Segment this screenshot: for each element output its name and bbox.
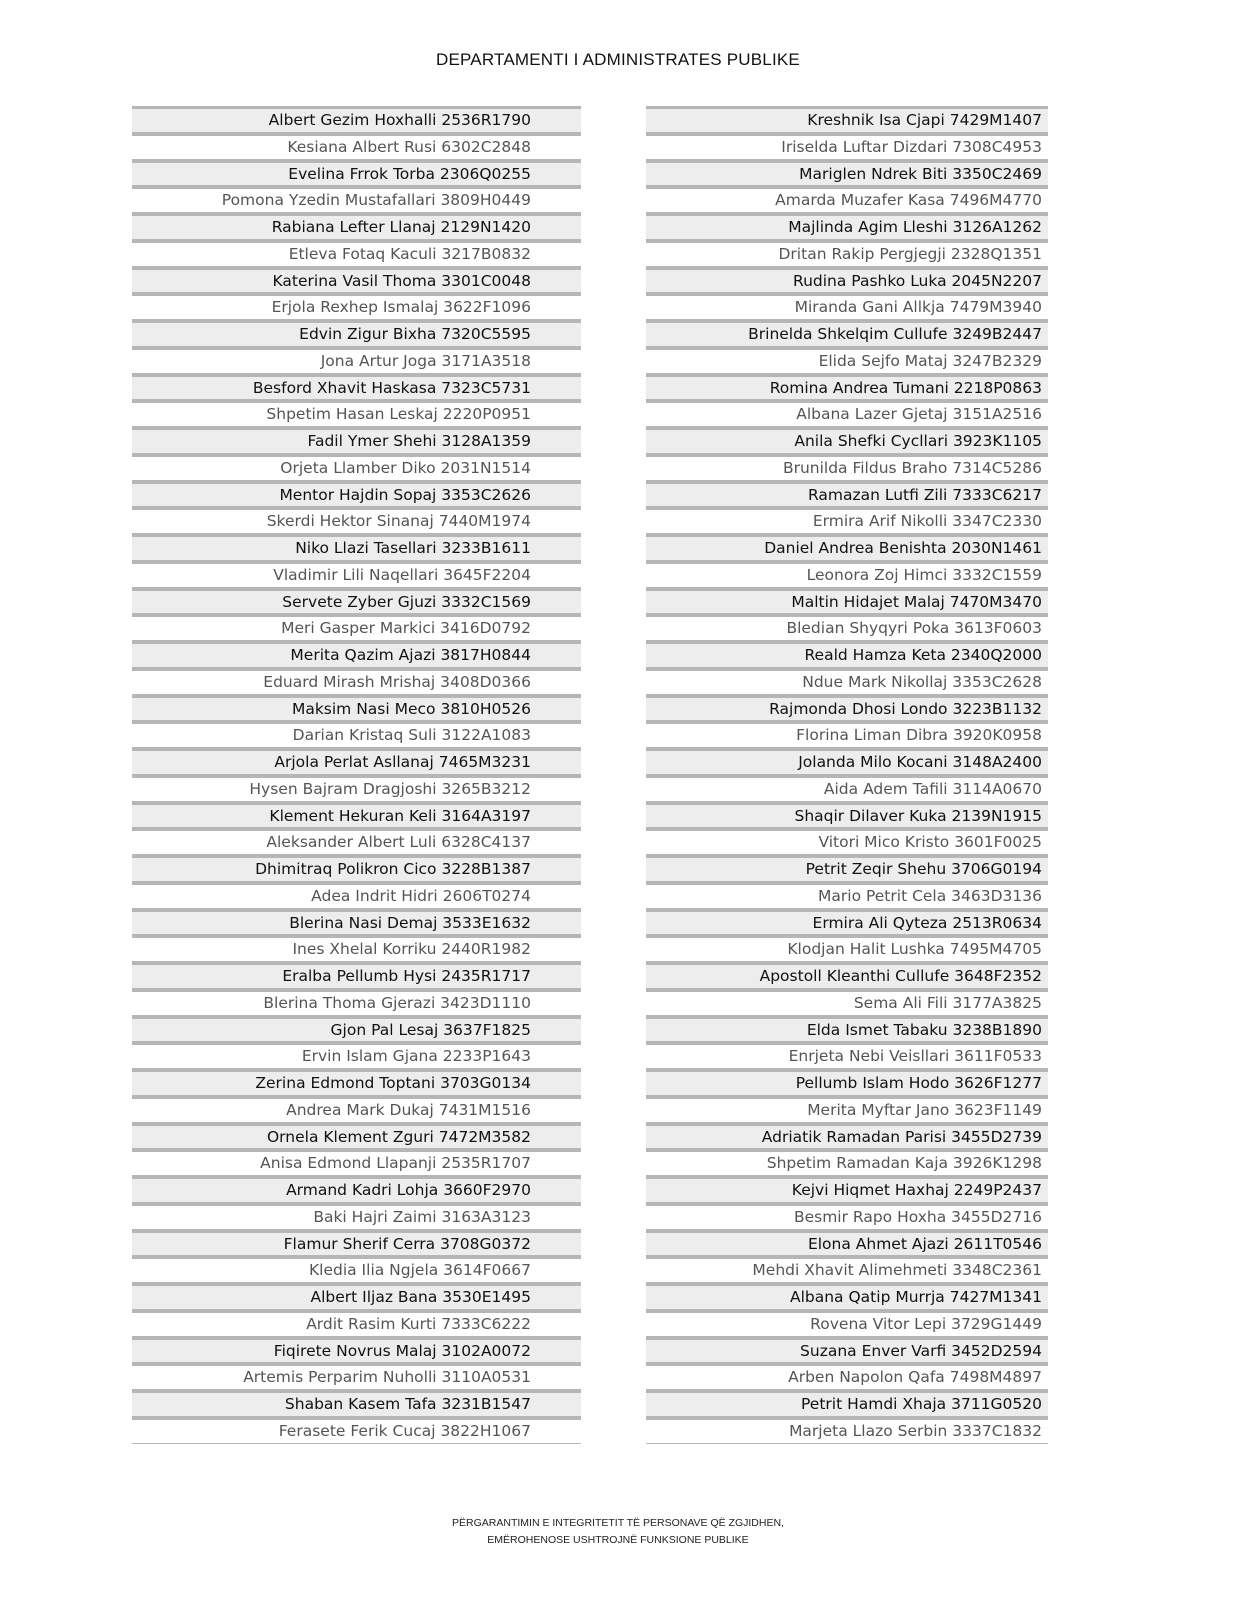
name-row: Skerdi Hektor Sinanaj 7440M1974 bbox=[132, 507, 581, 534]
name-row: Kreshnik Isa Cjapi 7429M1407 bbox=[646, 106, 1048, 133]
name-row: Flamur Sherif Cerra 3708G0372 bbox=[132, 1230, 581, 1257]
name-row: Erjola Rexhep Ismalaj 3622F1096 bbox=[132, 293, 581, 320]
name-row: Besford Xhavit Haskasa 7323C5731 bbox=[132, 374, 581, 401]
name-row: Brunilda Fildus Braho 7314C5286 bbox=[646, 454, 1048, 481]
name-row: Petrit Zeqir Shehu 3706G0194 bbox=[646, 855, 1048, 882]
name-row: Blerina Nasi Demaj 3533E1632 bbox=[132, 909, 581, 936]
name-row: Ermira Arif Nikolli 3347C2330 bbox=[646, 507, 1048, 534]
name-row: Dhimitraq Polikron Cico 3228B1387 bbox=[132, 855, 581, 882]
name-row: Zerina Edmond Toptani 3703G0134 bbox=[132, 1069, 581, 1096]
right-name-column bbox=[646, 106, 1048, 1444]
name-row: Besmir Rapo Hoxha 3455D2716 bbox=[646, 1203, 1048, 1230]
name-row: Mehdi Xhavit Alimehmeti 3348C2361 bbox=[646, 1256, 1048, 1283]
name-row: Mario Petrit Cela 3463D3136 bbox=[646, 882, 1048, 909]
name-row: Eduard Mirash Mrishaj 3408D0366 bbox=[132, 668, 581, 695]
name-row: Dritan Rakip Pergjegji 2328Q1351 bbox=[646, 240, 1048, 267]
name-row: Suzana Enver Varfi 3452D2594 bbox=[646, 1337, 1048, 1364]
name-row: Majlinda Agim Lleshi 3126A1262 bbox=[646, 213, 1048, 240]
name-row: Artemis Perparim Nuholli 3110A0531 bbox=[132, 1363, 581, 1390]
name-row: Romina Andrea Tumani 2218P0863 bbox=[646, 374, 1048, 401]
name-row: Aleksander Albert Luli 6328C4137 bbox=[132, 828, 581, 855]
name-row: Klodjan Halit Lushka 7495M4705 bbox=[646, 935, 1048, 962]
name-row: Rabiana Lefter Llanaj 2129N1420 bbox=[132, 213, 581, 240]
name-row: Anisa Edmond Llapanji 2535R1707 bbox=[132, 1149, 581, 1176]
name-row: Adea Indrit Hidri 2606T0274 bbox=[132, 882, 581, 909]
name-row: Rovena Vitor Lepi 3729G1449 bbox=[646, 1310, 1048, 1337]
name-row: Anila Shefki Cycllari 3923K1105 bbox=[646, 427, 1048, 454]
name-row: Niko Llazi Tasellari 3233B1611 bbox=[132, 534, 581, 561]
name-row: Petrit Hamdi Xhaja 3711G0520 bbox=[646, 1390, 1048, 1417]
name-row: Arjola Perlat Asllanaj 7465M3231 bbox=[132, 748, 581, 775]
name-row: Jona Artur Joga 3171A3518 bbox=[132, 347, 581, 374]
name-row: Elona Ahmet Ajazi 2611T0546 bbox=[646, 1230, 1048, 1257]
name-row: Merita Myftar Jano 3623F1149 bbox=[646, 1096, 1048, 1123]
name-row: Merita Qazim Ajazi 3817H0844 bbox=[132, 641, 581, 668]
name-row: Jolanda Milo Kocani 3148A2400 bbox=[646, 748, 1048, 775]
name-row: Ramazan Lutfi Zili 7333C6217 bbox=[646, 481, 1048, 508]
name-row: Amarda Muzafer Kasa 7496M4770 bbox=[646, 186, 1048, 213]
name-row: Elida Sejfo Mataj 3247B2329 bbox=[646, 347, 1048, 374]
name-row: Andrea Mark Dukaj 7431M1516 bbox=[132, 1096, 581, 1123]
name-row: Ornela Klement Zguri 7472M3582 bbox=[132, 1123, 581, 1150]
name-row: Ermira Ali Qyteza 2513R0634 bbox=[646, 909, 1048, 936]
name-row: Ines Xhelal Korriku 2440R1982 bbox=[132, 935, 581, 962]
left-name-column bbox=[132, 106, 581, 1444]
name-row: Klement Hekuran Keli 3164A3197 bbox=[132, 802, 581, 829]
name-row: Albert Iljaz Bana 3530E1495 bbox=[132, 1283, 581, 1310]
name-row: Mentor Hajdin Sopaj 3353C2626 bbox=[132, 481, 581, 508]
footer-line-2: EMËROHENOSE USHTROJNË FUNKSIONE PUBLIKE bbox=[487, 1534, 749, 1546]
name-row: Aida Adem Tafili 3114A0670 bbox=[646, 775, 1048, 802]
name-row: Enrjeta Nebi Veisllari 3611F0533 bbox=[646, 1042, 1048, 1069]
footer bbox=[0, 1515, 1236, 1549]
name-row: Albana Lazer Gjetaj 3151A2516 bbox=[646, 400, 1048, 427]
name-row: Marjeta Llazo Serbin 3337C1832 bbox=[646, 1417, 1048, 1444]
name-row: Shpetim Hasan Leskaj 2220P0951 bbox=[132, 400, 581, 427]
name-row: Albana Qatip Murrja 7427M1341 bbox=[646, 1283, 1048, 1310]
name-row: Ndue Mark Nikollaj 3353C2628 bbox=[646, 668, 1048, 695]
name-row: Elda Ismet Tabaku 3238B1890 bbox=[646, 1016, 1048, 1043]
name-row: Leonora Zoj Himci 3332C1559 bbox=[646, 561, 1048, 588]
name-row: Gjon Pal Lesaj 3637F1825 bbox=[132, 1016, 581, 1043]
name-row: Servete Zyber Gjuzi 3332C1569 bbox=[132, 588, 581, 615]
name-row: Hysen Bajram Dragjoshi 3265B3212 bbox=[132, 775, 581, 802]
name-row: Maksim Nasi Meco 3810H0526 bbox=[132, 695, 581, 722]
name-row: Darian Kristaq Suli 3122A1083 bbox=[132, 721, 581, 748]
name-row: Kejvi Hiqmet Haxhaj 2249P2437 bbox=[646, 1176, 1048, 1203]
name-row: Reald Hamza Keta 2340Q2000 bbox=[646, 641, 1048, 668]
name-row: Eralba Pellumb Hysi 2435R1717 bbox=[132, 962, 581, 989]
name-row: Katerina Vasil Thoma 3301C0048 bbox=[132, 267, 581, 294]
name-row: Evelina Frrok Torba 2306Q0255 bbox=[132, 160, 581, 187]
name-row: Baki Hajri Zaimi 3163A3123 bbox=[132, 1203, 581, 1230]
name-row: Apostoll Kleanthi Cullufe 3648F2352 bbox=[646, 962, 1048, 989]
name-row: Arben Napolon Qafa 7498M4897 bbox=[646, 1363, 1048, 1390]
name-row: Vitori Mico Kristo 3601F0025 bbox=[646, 828, 1048, 855]
name-row: Blerina Thoma Gjerazi 3423D1110 bbox=[132, 989, 581, 1016]
name-row: Ardit Rasim Kurti 7333C6222 bbox=[132, 1310, 581, 1337]
name-row: Vladimir Lili Naqellari 3645F2204 bbox=[132, 561, 581, 588]
name-row: Miranda Gani Allkja 7479M3940 bbox=[646, 293, 1048, 320]
name-row: Pellumb Islam Hodo 3626F1277 bbox=[646, 1069, 1048, 1096]
name-row: Sema Ali Fili 3177A3825 bbox=[646, 989, 1048, 1016]
name-row: Ervin Islam Gjana 2233P1643 bbox=[132, 1042, 581, 1069]
name-row: Rajmonda Dhosi Londo 3223B1132 bbox=[646, 695, 1048, 722]
name-row: Meri Gasper Markici 3416D0792 bbox=[132, 614, 581, 641]
name-row: Bledian Shyqyri Poka 3613F0603 bbox=[646, 614, 1048, 641]
name-row: Adriatik Ramadan Parisi 3455D2739 bbox=[646, 1123, 1048, 1150]
name-row: Rudina Pashko Luka 2045N2207 bbox=[646, 267, 1048, 294]
name-row: Florina Liman Dibra 3920K0958 bbox=[646, 721, 1048, 748]
name-row: Daniel Andrea Benishta 2030N1461 bbox=[646, 534, 1048, 561]
name-row: Brinelda Shkelqim Cullufe 3249B2447 bbox=[646, 320, 1048, 347]
name-row: Edvin Zigur Bixha 7320C5595 bbox=[132, 320, 581, 347]
name-row: Shaban Kasem Tafa 3231B1547 bbox=[132, 1390, 581, 1417]
name-row: Kesiana Albert Rusi 6302C2848 bbox=[132, 133, 581, 160]
name-row: Armand Kadri Lohja 3660F2970 bbox=[132, 1176, 581, 1203]
name-row: Albert Gezim Hoxhalli 2536R1790 bbox=[132, 106, 581, 133]
name-row: Mariglen Ndrek Biti 3350C2469 bbox=[646, 160, 1048, 187]
name-row: Pomona Yzedin Mustafallari 3809H0449 bbox=[132, 186, 581, 213]
name-row: Shaqir Dilaver Kuka 2139N1915 bbox=[646, 802, 1048, 829]
name-row: Shpetim Ramadan Kaja 3926K1298 bbox=[646, 1149, 1048, 1176]
name-row: Maltin Hidajet Malaj 7470M3470 bbox=[646, 588, 1048, 615]
name-row: Fadil Ymer Shehi 3128A1359 bbox=[132, 427, 581, 454]
page-title: DEPARTAMENTI I ADMINISTRATES PUBLIKE bbox=[436, 50, 800, 69]
name-row: Fiqirete Novrus Malaj 3102A0072 bbox=[132, 1337, 581, 1364]
name-row: Kledia Ilia Ngjela 3614F0667 bbox=[132, 1256, 581, 1283]
name-row: Ferasete Ferik Cucaj 3822H1067 bbox=[132, 1417, 581, 1444]
footer-line-1: PËRGARANTIMIN E INTEGRITETIT TË PERSONAVE QË ZGJIDHEN, bbox=[452, 1517, 784, 1529]
name-row: Etleva Fotaq Kaculi 3217B0832 bbox=[132, 240, 581, 267]
name-row: Iriselda Luftar Dizdari 7308C4953 bbox=[646, 133, 1048, 160]
name-row: Orjeta Llamber Diko 2031N1514 bbox=[132, 454, 581, 481]
